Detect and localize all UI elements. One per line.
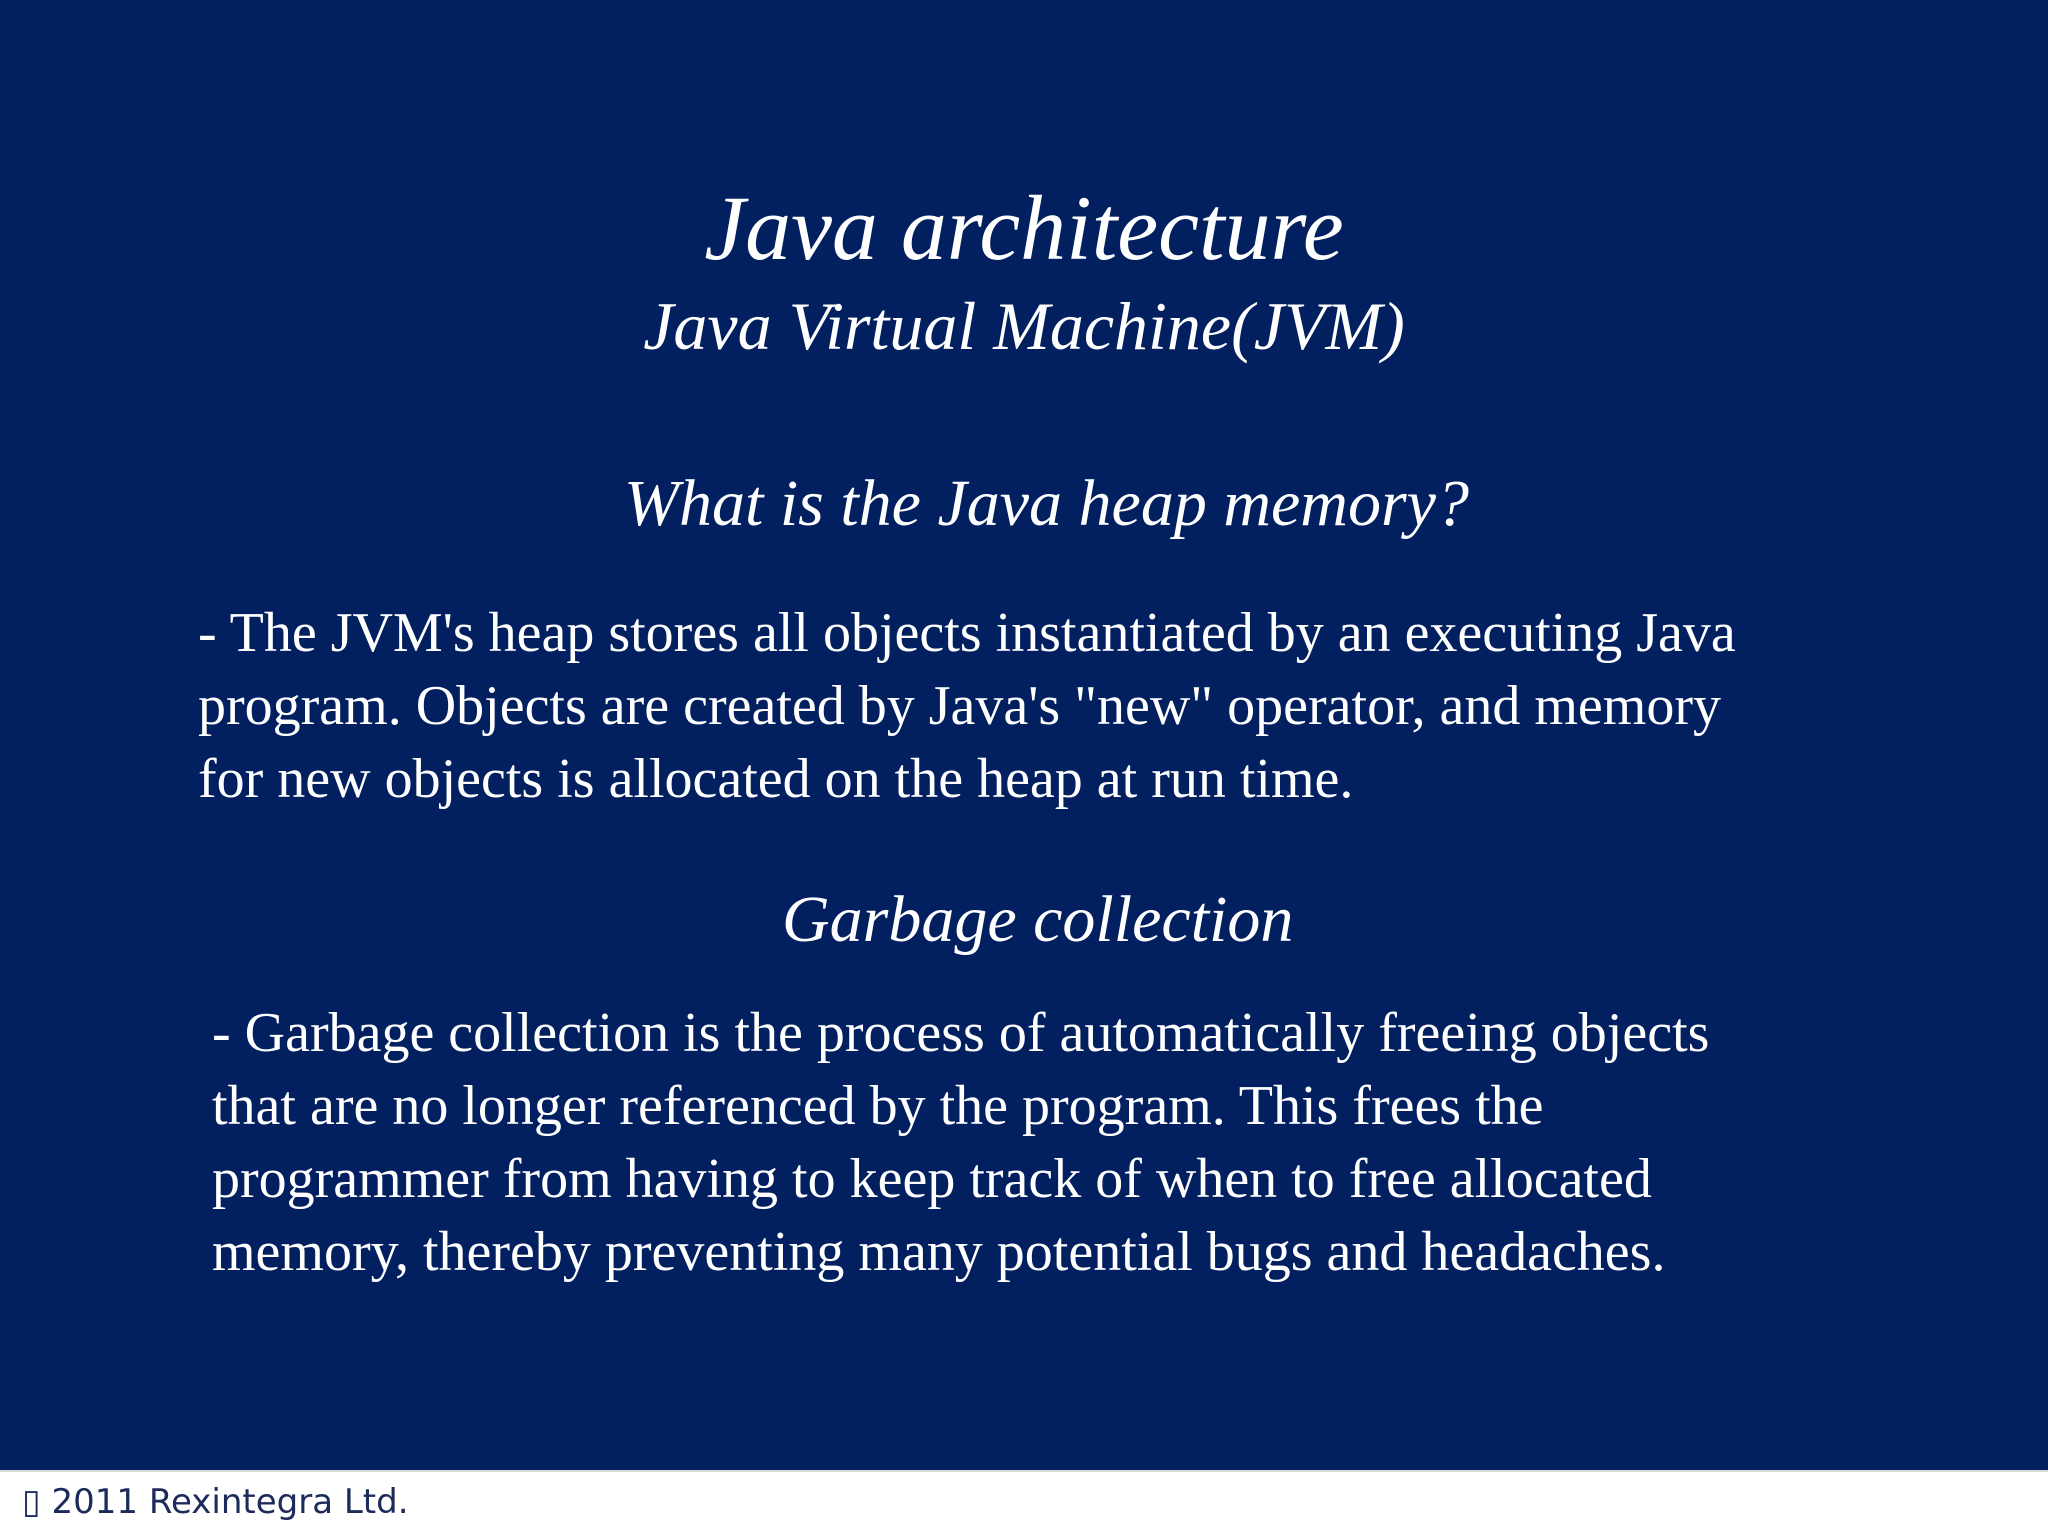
body-line: - Garbage collection is the process of automatically freeing objects [212, 1002, 1710, 1064]
body-line: that are no longer referenced by the program. This frees the [212, 1075, 1544, 1137]
section-heading-garbage-collection: Garbage collection [782, 883, 1294, 956]
slide-subtitle: Java Virtual Machine(JVM) [643, 288, 1405, 364]
body-line: program. Objects are created by Java's "new" operator, and memory [198, 675, 1721, 737]
copyright-notice: ▯ 2011 Rexintegra Ltd. [22, 1482, 409, 1522]
body-line: memory, thereby preventing many potential bugs and headaches. [212, 1221, 1666, 1283]
body-line: programmer from having to keep track of when to free allocated [212, 1148, 1652, 1210]
slide-title: Java architecture [704, 177, 1344, 279]
section-heading-heap-memory: What is the Java heap memory? [624, 467, 1469, 540]
body-line: for new objects is allocated on the heap at run time. [198, 748, 1354, 810]
section-body-garbage-collection [212, 997, 1902, 1289]
section-body-heap-memory [198, 597, 1918, 816]
footer [0, 1470, 2048, 1536]
body-line: - The JVM's heap stores all objects instantiated by an executing Java [198, 602, 1736, 664]
